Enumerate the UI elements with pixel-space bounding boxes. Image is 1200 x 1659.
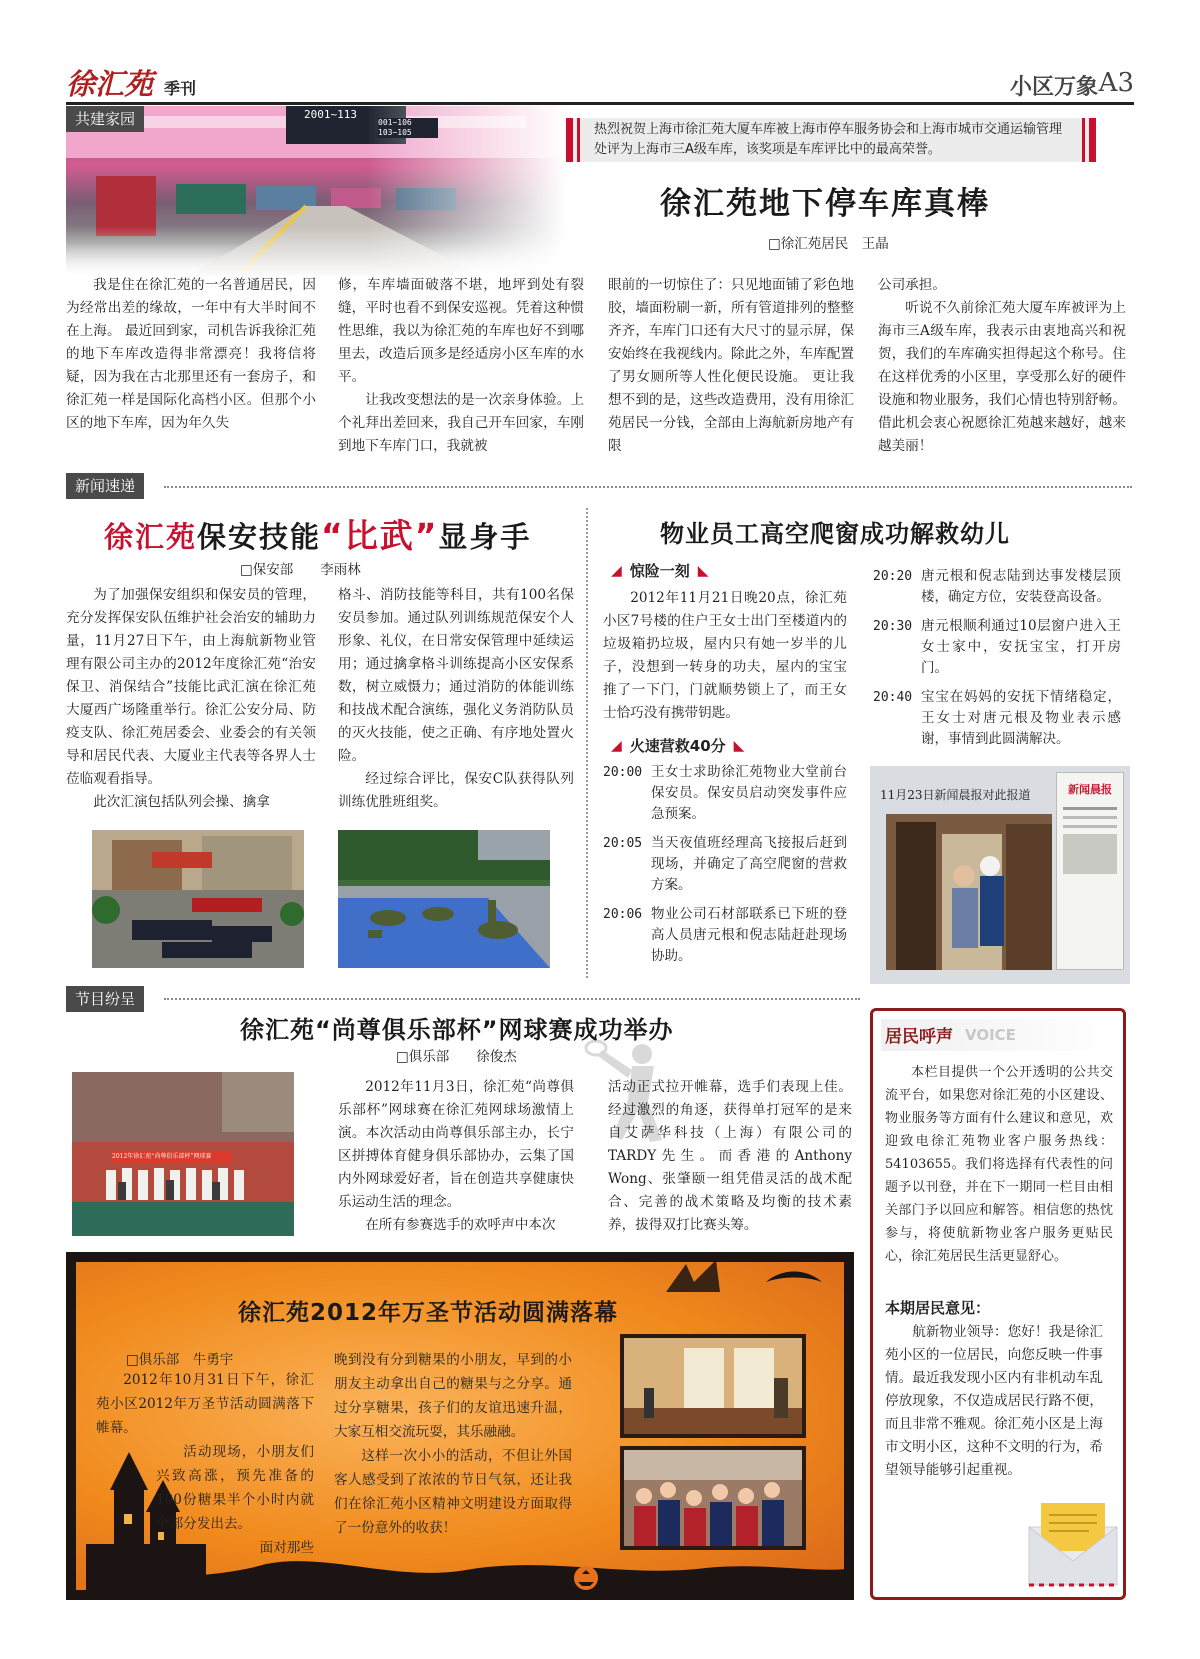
news-divider [164, 486, 1132, 488]
voice-title-en: VOICE [965, 1026, 1016, 1044]
halloween-byline: □俱乐部 牛勇宇 [126, 1352, 234, 1368]
voice-box [870, 1008, 1126, 1600]
masthead-brand-suffix: 季刊 [164, 79, 197, 98]
timeline-entry [603, 833, 847, 896]
voice-opinion-title: 本期居民意见： [885, 1299, 991, 1317]
tennis-para-1: 2012年11月3日，徐汇苑“尚尊俱乐部杯”网球赛在徐汇苑网球场激情上演。本次活动由尚尊俱乐部主办，长宁区拼搏体育健身俱乐部协办，云集了国内外网球爱好者，旨在创造共享健康快乐运动生活的理念。 [338, 1079, 574, 1210]
masthead-section: 小区万象 [1009, 75, 1098, 100]
rescue-story [603, 587, 847, 725]
security-photo-fight [338, 830, 550, 968]
tennis-photo [72, 1072, 294, 1236]
rescue-sub-1-text: 惊险一刻 [629, 562, 690, 580]
rescue-sub-1 [603, 560, 847, 581]
garage-para-2: 修，车库墙面破落不堪，地坪到处有裂缝，平时也看不到保安巡视。凭着这种惯性思维，我以为徐汇苑的车库也好不到哪里去，改造后顶多是经适房小区车库的水平。 [338, 277, 584, 385]
garage-para-3: 让我改变想法的是一次亲身体验。上个礼拜出差回来，我自己开车回家，车刚到地下车库门口，我就被 [338, 392, 584, 454]
voice-intro-para: 本栏目提供一个公开透明的公共交流平台，如果您对徐汇苑的小区建设、物业服务等方面有什么建议和意见，欢迎致电徐汇苑物业客户服务热线：54103655。我们将选择有代表性的问题予以刊登，并在下一期同一栏目由相关部门予以回应和解答。相信您的热忱参与，将使航新物业客户服务更贴民心，徐汇苑居民生活更显舒心。 [885, 1065, 1113, 1264]
garage-para-4: 眼前的一切惊住了：只见地面铺了彩色地胶，墙面粉刷一新，所有管道排列的整整齐齐，车库门口还有大尺寸的显示屏，保安始终在我视线内。除此之外，车库配置了男女厕所等人性化便民设施。 更让我想不到的是，这些改造费用，没有用徐汇苑居民一分钱，全部由上海航新房地产有限 [608, 277, 854, 454]
voice-header [881, 1019, 1115, 1051]
security-para-4: 经过综合评比，保安C队获得队列训练优胜班组奖。 [338, 771, 574, 810]
security-title-a: 徐汇苑 [104, 520, 198, 554]
masthead-rule [66, 102, 1134, 105]
masthead [66, 64, 1134, 104]
security-col-1 [66, 584, 316, 814]
programs-divider [164, 998, 860, 1000]
halloween-title: 徐汇苑2012年万圣节活动圆满落幕 [238, 1300, 619, 1326]
triangle-right-icon: ◣ [733, 737, 745, 754]
voice-title: 居民呼声 [885, 1027, 953, 1047]
voice-opinion [885, 1321, 1103, 1482]
timeline-desc: 当天夜值班经理高飞接报后赶到现场，并确定了高空爬窗的营救方案。 [651, 835, 847, 893]
rescue-photo [886, 814, 1052, 970]
tennis-para-3: 活动正式拉开帷幕，选手们表现上佳。经过激烈的角逐，获得单打冠军的是来自艾萨华科技（上海）有限公司的TARDY先生。而香港的Anthony Wong、张肇颐一组凭借灵活的战术配合、完善的战术策略及均衡的技术素养，拔得双打比赛头筹。 [608, 1079, 852, 1233]
security-title-c: “比武” [321, 516, 439, 555]
halloween-para-1: 2012年10月31日下午，徐汇苑小区2012年万圣节活动圆满落下帷幕。 [96, 1372, 314, 1436]
rescue-sub-2-text: 火速营救40分 [629, 737, 726, 755]
congrats-banner [566, 118, 1096, 162]
security-photo-drill [92, 830, 304, 968]
rescue-title: 物业员工高空爬窗成功解救幼儿 [660, 520, 1010, 548]
garage-para-6: 听说不久前徐汇苑大厦车库被评为上海市三A级车库，我表示由衷地高兴和祝贺，我们的车库确实担得起这个称号。住在这样优秀的小区里，享受那么好的硬件设施和物业服务，我们心情也特别舒畅。借此机会衷心祝愿徐汇苑越来越好，越来越美丽！ [878, 300, 1126, 454]
triangle-left-icon: ◢ [611, 737, 622, 754]
tennis-col-2 [608, 1076, 852, 1237]
voice-opinion-para: 航新物业领导：您好！我是徐汇苑小区的一位居民，向您反映一件事情。最近我发现小区内有非机动车乱停放现象，不仅造成居民行路不便，而且非常不雅观。徐汇苑小区是上海市文明小区，这种不文明的行为，希望领导能够引起重视。 [885, 1324, 1103, 1478]
news-clipping-caption: 11月23日新闻晨报对此报道 [880, 788, 1031, 802]
congrats-text: 热烈祝贺上海市徐汇苑大厦车库被上海市停车服务协会和上海市城市交通运输管理处评为上海市三A级车库，该奖项是车库评比中的最高荣誉。 [594, 122, 1063, 157]
garage-para-5: 公司承担。 [878, 277, 946, 293]
timeline-time: 20:00 [603, 765, 643, 780]
tennis-banner-text: 2012年徐汇苑“尚尊俱乐部杯”网球赛 [112, 1153, 212, 1160]
rescue-timeline-left [603, 762, 847, 967]
garage-col-2 [338, 274, 584, 458]
halloween-para-5: 这样一次小小的活动，不但让外国客人感受到了浓浓的节日气氛，还让我们在徐汇苑小区精神文明建设方面取得了一份意外的收获！ [334, 1448, 572, 1536]
tennis-para-2: 在所有参赛选手的欢呼声中本次 [365, 1217, 556, 1233]
halloween-para-3: 面对那些 [259, 1540, 314, 1556]
timeline-entry [603, 904, 847, 967]
timeline-desc: 唐元根和倪志陆到达事发楼层顶楼，确定方位，安装登高设备。 [921, 568, 1121, 605]
timeline-entry [873, 687, 1121, 750]
timeline-entry [603, 762, 847, 825]
halloween-box [66, 1252, 854, 1600]
rescue-timeline-right [873, 566, 1121, 758]
voice-intro [885, 1061, 1113, 1268]
halloween-para-4: 晚到没有分到糖果的小朋友，早到的小朋友主动拿出自己的糖果与之分享。通过分享糖果，孩子们的友谊迅速升温，大家互相交流玩耍，其乐融融。 [334, 1352, 572, 1440]
section-label-programs: 节目纷呈 [66, 986, 144, 1012]
tennis-title: 徐汇苑“尚尊俱乐部杯”网球赛成功举办 [240, 1016, 674, 1044]
triangle-left-icon: ◢ [611, 562, 622, 579]
garage-col-1 [66, 274, 316, 435]
timeline-desc: 王女士求助徐汇苑物业大堂前台保安员。保安员启动突发事件应急预案。 [651, 764, 847, 822]
newspaper-thumb [1056, 772, 1124, 970]
news-clipping-box [870, 766, 1130, 984]
garage-sign-left: 2001~113 [304, 108, 357, 121]
halloween-col-1 [96, 1368, 314, 1560]
timeline-entry [873, 566, 1121, 608]
halloween-para-2: 活动现场，小朋友们兴致高涨，预先准备的100份糖果半个小时内就全部分发出去。 [156, 1444, 314, 1532]
timeline-time: 20:05 [603, 836, 643, 851]
garage-col-3 [608, 274, 854, 458]
security-para-3: 格斗、消防技能等科目，共有100名保安员参加。通过队列训练规范保安个人形象、礼仪，在日常安保管理中延续运用；通过擒拿格斗训练提高小区安保系数，树立威慑力；通过消防的体能训练和技战术配合演练，强化义务消防队员的灭火技能，使之正确、有序地处置火险。 [338, 587, 574, 764]
garage-col-4 [878, 274, 1126, 458]
timeline-time: 20:20 [873, 569, 913, 584]
timeline-time: 20:40 [873, 690, 913, 705]
halloween-photo-kids [620, 1446, 806, 1550]
masthead-page-no: A3 [1098, 68, 1134, 98]
timeline-desc: 物业公司石材部联系已下班的登高人员唐元根和倪志陆赶赴现场协助。 [651, 906, 847, 964]
security-para-2: 此次汇演包括队列会操、擒拿 [93, 794, 270, 810]
garage-title: 徐汇苑地下停车库真棒 [660, 186, 990, 222]
timeline-desc: 宝宝在妈妈的安抚下情绪稳定，王女士对唐元根及物业表示感谢，事情到此圆满解决。 [921, 689, 1121, 747]
envelope-icon [1025, 1499, 1121, 1589]
garage-sign-right: 001~106 103~105 [378, 118, 438, 138]
security-title-b: 保安技能 [197, 520, 322, 554]
newspaper-name: 新闻晨报 [1068, 783, 1112, 796]
rescue-left [603, 556, 847, 975]
rescue-story-para: 2012年11月21日晚20点，徐汇苑小区7号楼的住户王女士出门至楼道内的垃圾箱扔垃圾，屋内只有她一岁半的儿子，没想到一转身的功夫，屋内的宝宝推了一下门，门就顺势锁上了，而王女士恰巧没有携带钥匙。 [603, 590, 847, 721]
triangle-right-icon: ◣ [697, 562, 709, 579]
security-col-2 [338, 584, 574, 814]
halloween-col-2 [334, 1348, 572, 1540]
timeline-time: 20:30 [873, 619, 913, 634]
security-byline: □保安部 李雨林 [240, 562, 361, 578]
garage-para-1: 我是住在徐汇苑的一名普通居民，因为经常出差的缘故，一年中有大半时间不在上海。 最近回到家，司机告诉我徐汇苑的地下车库改造得非常漂亮！我将信将疑，因为我在古北那里还有一套房子，和徐汇苑一样是国际化高档小区。但那个小区的地下车库，因为年久失 [66, 277, 316, 431]
garage-byline: □徐汇苑居民 王晶 [768, 236, 889, 252]
section-label-garage: 共建家园 [66, 106, 144, 132]
security-title-d: 显身手 [438, 520, 532, 554]
column-divider [586, 508, 588, 978]
security-para-1: 为了加强保安组织和保安员的管理，充分发挥保安队伍维护社会治安的辅助力量，11月27日下午，由上海航新物业管理有限公司主办的2012年度徐汇苑“治安保卫、消保结合”技能比武汇演在徐汇苑大厦西广场隆重举行。徐汇公安分局、防疫支队、徐汇苑居委会、业委会的有关领导和居民代表、大厦业主代表等各界人士莅临观看指导。 [66, 587, 316, 787]
timeline-time: 20:06 [603, 907, 643, 922]
timeline-desc: 唐元根顺利通过10层窗户进入王女士家中，安抚宝宝，打开房门。 [921, 618, 1121, 676]
halloween-photo-hall [620, 1334, 806, 1438]
tennis-col-1 [338, 1076, 574, 1237]
section-label-news: 新闻速递 [66, 473, 144, 499]
tennis-byline: □俱乐部 徐俊杰 [396, 1049, 517, 1065]
masthead-brand: 徐汇苑 [66, 67, 154, 101]
rescue-sub-2 [603, 735, 847, 756]
security-title [104, 510, 531, 557]
timeline-entry [873, 616, 1121, 679]
